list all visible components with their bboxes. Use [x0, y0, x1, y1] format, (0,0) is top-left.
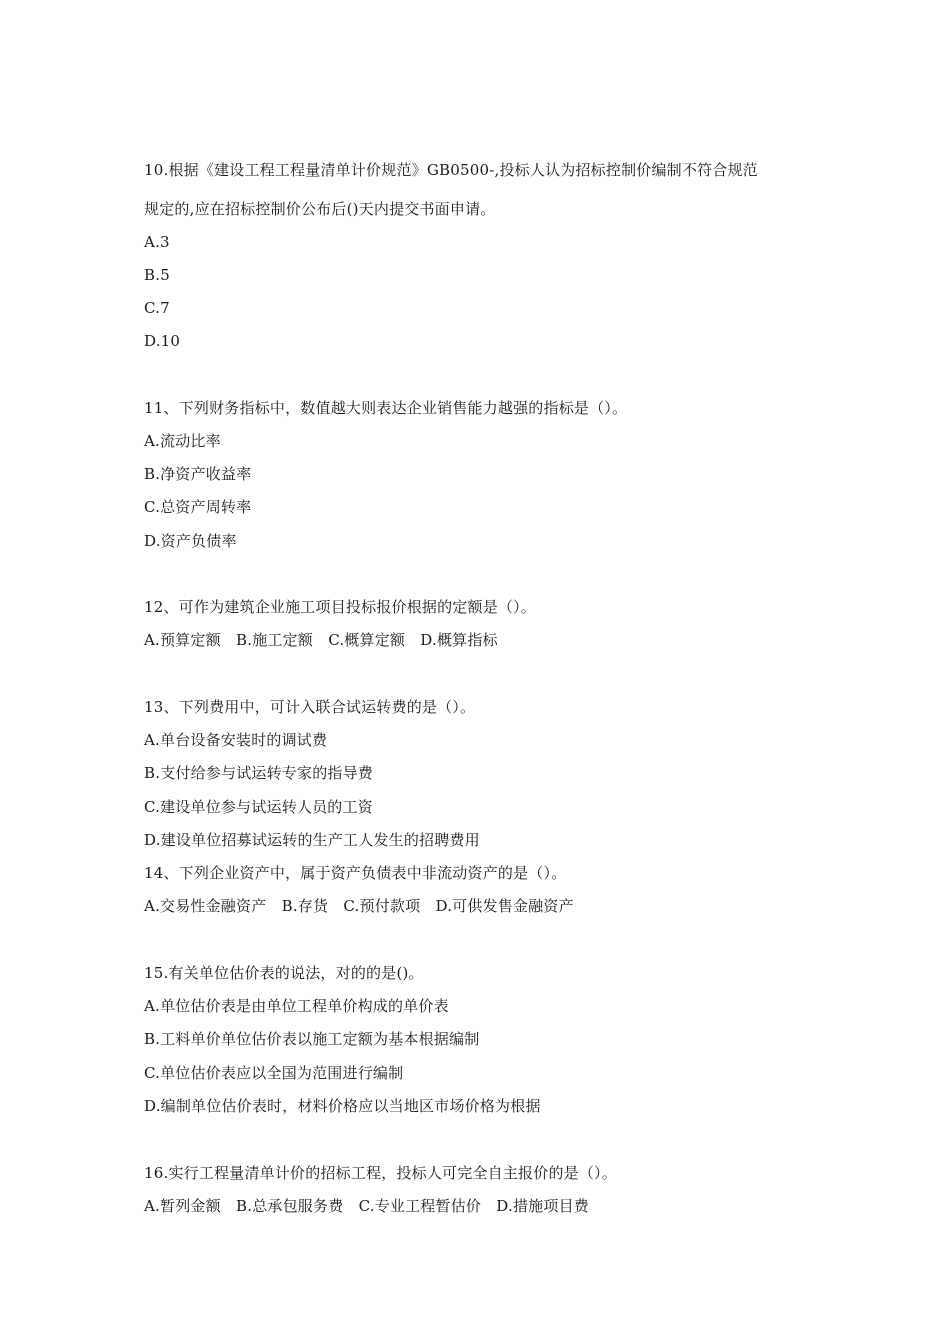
- question-10-option-a: A.3: [144, 233, 170, 251]
- question-11-option-a: A.流动比率: [144, 432, 221, 450]
- question-15-option-b: B.工料单价单位估价表以施工定额为基本根据编制: [144, 1030, 480, 1048]
- question-13-stem: 13、下列费用中，可计入联合试运转费的是（）。: [144, 698, 476, 716]
- question-14-options: A.交易性金融资产 B.存货 C.预付款项 D.可供发售金融资产: [144, 897, 574, 915]
- question-15-option-c: C.单位估价表应以全国为范围进行编制: [144, 1064, 404, 1082]
- question-10-option-c: C.7: [144, 299, 170, 317]
- question-13-option-a: A.单台设备安装时的调试费: [144, 731, 328, 749]
- question-13-option-d: D.建设单位招募试运转的生产工人发生的招聘费用: [144, 831, 480, 849]
- question-11-option-d: D.资产负债率: [144, 532, 237, 550]
- question-15-option-d: D.编制单位估价表时，材料价格应以当地区市场价格为根据: [144, 1097, 541, 1115]
- question-12-stem: 12、可作为建筑企业施工项目投标报价根据的定额是（）。: [144, 598, 536, 616]
- question-11-option-c: C.总资产周转率: [144, 498, 252, 516]
- question-16-stem: 16.实行工程量清单计价的招标工程，投标人可完全自主报价的是（）。: [144, 1164, 617, 1182]
- question-10-stem-line-2: 规定的,应在招标控制价公布后()天内提交书面申请。: [144, 200, 496, 218]
- question-16-options: A.暂列金额 B.总承包服务费 C.专业工程暂估价 D.措施项目费: [144, 1197, 589, 1215]
- question-10-stem-line-1: 10.根据《建设工程工程量清单计价规范》GB0500-,投标人认为招标控制价编制不符合规范: [144, 161, 758, 179]
- question-11-stem: 11、下列财务指标中，数值越大则表达企业销售能力越强的指标是（）。: [144, 399, 628, 417]
- question-15-stem: 15.有关单位估价表的说法，对的的是()。: [144, 964, 424, 982]
- question-12-options: A.预算定额 B.施工定额 C.概算定额 D.概算指标: [144, 631, 498, 649]
- question-13-option-c: C.建设单位参与试运转人员的工资: [144, 798, 373, 816]
- question-11-option-b: B.净资产收益率: [144, 465, 252, 483]
- question-10-option-b: B.5: [144, 266, 170, 284]
- question-14-stem: 14、下列企业资产中，属于资产负债表中非流动资产的是（）。: [144, 864, 567, 882]
- question-13-option-b: B.支付给参与试运转专家的指导费: [144, 764, 373, 782]
- question-10-option-d: D.10: [144, 332, 181, 350]
- question-15-option-a: A.单位估价表是由单位工程单价构成的单价表: [144, 997, 449, 1015]
